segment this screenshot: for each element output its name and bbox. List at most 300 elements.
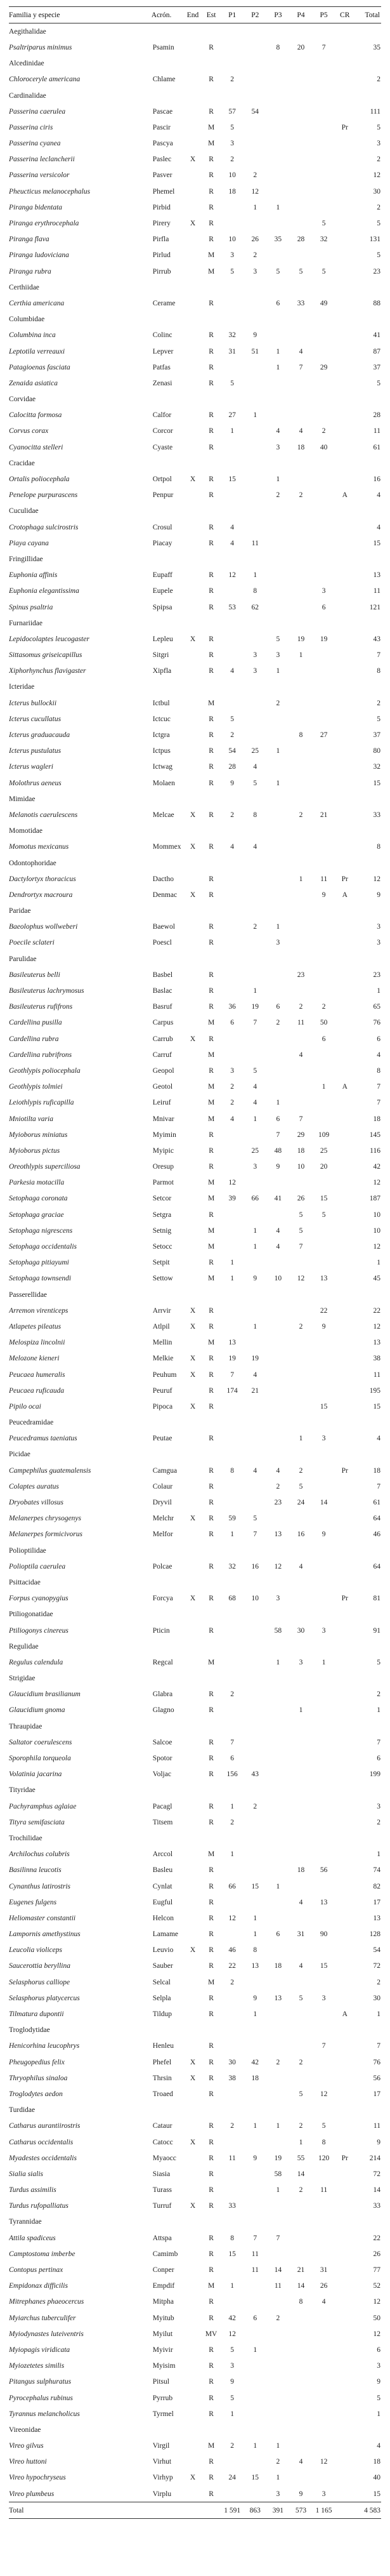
species-row <box>9 359 381 375</box>
species-row <box>9 1687 381 1703</box>
est-cell: M <box>207 1115 215 1123</box>
species-name-cell: Ortalis poliocephala <box>9 475 70 484</box>
p5-cell <box>313 663 336 679</box>
cr-cell <box>336 1271 355 1287</box>
p1-cell: 6 <box>230 1755 235 1763</box>
species-name-cell: Passerina ciris <box>9 123 53 131</box>
p5-cell: 12 <box>320 2090 328 2098</box>
cr-cell <box>336 39 355 55</box>
species-name-cell: Corvus corax <box>9 427 49 435</box>
p3-cell: 1 <box>276 923 280 931</box>
est-cell: R <box>209 299 214 307</box>
p5-cell <box>313 1383 336 1398</box>
species-row <box>9 2230 381 2246</box>
species-name-cell: Zenaida asiatica <box>9 379 58 387</box>
p2-cell: 7 <box>253 1530 257 1539</box>
cr-cell <box>336 232 355 248</box>
grand-total-label: Total <box>9 2502 152 2519</box>
est-cell: R <box>209 523 214 531</box>
end-cell <box>185 1862 202 1878</box>
acronym-cell: Parmot <box>152 1179 174 1187</box>
p5-cell: 11 <box>320 875 328 883</box>
species-row <box>9 1511 381 1527</box>
est-cell: R <box>209 587 214 595</box>
cr-cell <box>336 1127 355 1143</box>
p1-cell <box>221 2486 244 2502</box>
p2-cell <box>244 1862 267 1878</box>
end-cell <box>185 1974 202 1990</box>
species-row <box>9 1175 381 1191</box>
p5-cell: 109 <box>318 1131 330 1139</box>
p1-cell: 9 <box>230 2378 235 2386</box>
est-cell: R <box>209 2394 214 2402</box>
p3-cell <box>267 887 290 903</box>
cr-cell: Pr <box>341 123 348 131</box>
est-cell: MV <box>205 2330 218 2338</box>
p2-cell <box>244 295 267 311</box>
end-cell <box>185 39 202 55</box>
p1-cell: 30 <box>228 2058 236 2066</box>
species-row <box>9 2070 381 2086</box>
cr-cell <box>336 1431 355 1447</box>
species-row <box>9 1894 381 1910</box>
species-name-cell: Turdus assimilis <box>9 2186 56 2194</box>
p3-cell <box>267 1175 290 1191</box>
total-cell: 10 <box>373 1226 380 1235</box>
acronym-cell: Dactho <box>152 875 174 883</box>
p4-cell: 8 <box>299 2298 303 2306</box>
p3-cell <box>267 1798 290 1814</box>
end-cell: X <box>190 220 196 228</box>
p3-cell <box>267 1031 290 1047</box>
p5-cell <box>313 1847 336 1862</box>
p4-cell: 26 <box>297 1195 305 1203</box>
total-cell: 41 <box>373 331 380 340</box>
p5-cell <box>313 1463 336 1478</box>
total-cell: 199 <box>369 1770 380 1779</box>
p3-cell: 7 <box>276 1131 280 1139</box>
p1-cell <box>221 1703 244 1718</box>
species-row <box>9 1303 381 1318</box>
p3-cell: 1 <box>276 2122 280 2130</box>
p3-cell <box>267 1687 290 1703</box>
species-row <box>9 1463 381 1478</box>
p2-cell: 2 <box>253 171 257 180</box>
end-cell <box>185 2118 202 2134</box>
p1-cell: 38 <box>228 2074 236 2082</box>
p5-cell <box>313 711 336 727</box>
est-cell: R <box>209 1371 214 1379</box>
p2-cell: 1 <box>253 1322 257 1331</box>
header-row <box>9 7 381 23</box>
species-name-cell: Turdus rufopalliatus <box>9 2202 68 2210</box>
est-cell: R <box>209 2298 214 2306</box>
p5-cell <box>313 2070 336 2086</box>
est-cell: M <box>207 1195 215 1203</box>
end-cell <box>185 1079 202 1095</box>
acronym-cell: Henleu <box>152 2042 174 2050</box>
species-name-cell: Volatinia jacarina <box>9 1770 62 1779</box>
est-cell: R <box>209 2490 214 2498</box>
p1-cell: 3 <box>230 1066 235 1075</box>
p2-cell: 2 <box>253 1802 257 1810</box>
cr-cell: A <box>342 2010 348 2019</box>
species-row <box>9 599 381 615</box>
family-name: Picidae <box>9 1451 30 1459</box>
cr-cell <box>336 1238 355 1254</box>
end-cell: X <box>190 1402 196 1411</box>
acronym-cell: Basruf <box>152 1003 172 1011</box>
p3-cell <box>267 2326 290 2342</box>
cr-cell <box>336 1223 355 1238</box>
family-name: Paridae <box>9 907 31 915</box>
family-row <box>9 1415 381 1431</box>
acronym-cell: Pascya <box>152 140 173 148</box>
est-cell: R <box>209 2154 214 2162</box>
est-cell: M <box>207 1019 215 1027</box>
p4-cell <box>290 1687 313 1703</box>
p1-cell <box>221 1478 244 1494</box>
species-name-cell: Molothrus aeneus <box>9 779 62 787</box>
est-cell: R <box>209 347 214 355</box>
p1-cell <box>221 359 244 375</box>
p4-cell: 14 <box>297 2170 305 2178</box>
species-name-cell: Columbina inca <box>9 331 56 340</box>
species-row <box>9 727 381 743</box>
col-est: Est <box>202 7 221 23</box>
end-cell <box>185 2342 202 2358</box>
p4-cell: 7 <box>299 363 303 371</box>
p4-cell: 14 <box>297 2282 305 2290</box>
acronym-cell: Colinc <box>152 331 172 340</box>
acronym-cell: Tyrmel <box>152 2410 174 2418</box>
est-cell: R <box>209 1882 214 1890</box>
p2-cell: 62 <box>251 603 259 611</box>
species-name-cell: Melanerpes chrysogenys <box>9 1515 82 1523</box>
p2-cell <box>244 2486 267 2502</box>
p5-cell: 31 <box>320 2266 328 2274</box>
p2-cell: 19 <box>251 1003 259 1011</box>
p5-cell: 90 <box>320 1930 328 1939</box>
est-cell: M <box>207 2442 215 2450</box>
cr-cell <box>336 1990 355 2006</box>
species-row <box>9 1558 381 1574</box>
family-row <box>9 551 381 567</box>
p3-cell: 11 <box>274 2282 282 2290</box>
col-cr: CR <box>336 7 355 23</box>
p3-cell <box>267 152 290 168</box>
p4-cell: 1 <box>299 875 303 883</box>
p1-cell: 46 <box>228 1946 236 1955</box>
family-name: Fringillidae <box>9 555 43 563</box>
p3-cell: 4 <box>276 1226 280 1235</box>
cr-cell <box>336 2246 355 2262</box>
col-acronimo: Acrón. <box>152 7 185 23</box>
cr-cell <box>336 935 355 951</box>
family-name: Peucedramidae <box>9 1419 54 1427</box>
p1-cell <box>221 2294 244 2310</box>
total-cell: 42 <box>373 1163 380 1171</box>
cr-cell <box>336 1207 355 1223</box>
species-name-cell: Peucaea humeralis <box>9 1371 65 1379</box>
end-cell: X <box>190 2058 196 2066</box>
p1-cell: 7 <box>230 1738 235 1746</box>
p1-cell: 5 <box>230 2394 235 2402</box>
acronym-cell: Dryvil <box>152 1499 172 1507</box>
species-name-cell: Penelope purpurascens <box>9 491 78 500</box>
p2-cell <box>244 2198 267 2214</box>
cr-cell <box>336 1734 355 1750</box>
total-cell: 145 <box>369 1131 380 1139</box>
est-cell: R <box>209 1146 214 1155</box>
cr-cell <box>336 2454 355 2470</box>
family-name: Ptiliogonatidae <box>9 1610 53 1619</box>
species-name-cell: Poecile sclateri <box>9 939 55 947</box>
species-row <box>9 2406 381 2422</box>
p5-cell: 20 <box>320 1163 328 1171</box>
p2-cell <box>244 711 267 727</box>
acronym-cell: Turass <box>152 2186 172 2194</box>
p5-cell <box>313 1175 336 1191</box>
p4-cell <box>290 1095 313 1111</box>
p2-cell <box>244 119 267 135</box>
acronym-cell: Arccol <box>152 1850 173 1859</box>
species-row <box>9 807 381 823</box>
species-name-cell: Piranga bidentata <box>9 203 63 211</box>
family-row <box>9 1574 381 1590</box>
est-cell: R <box>209 2314 214 2322</box>
species-name-cell: Melozone kieneri <box>9 1355 60 1363</box>
end-cell <box>185 2438 202 2454</box>
est-cell: M <box>207 1339 215 1347</box>
acronym-cell: Forcya <box>152 1595 173 1603</box>
p1-cell: 3 <box>230 251 235 260</box>
family-name: Tityridae <box>9 1786 36 1795</box>
p3-cell <box>267 2198 290 2214</box>
p4-cell <box>290 2438 313 2454</box>
est-cell: R <box>209 2042 214 2050</box>
est-cell: R <box>209 571 214 580</box>
acronym-cell: Thrsin <box>152 2074 172 2082</box>
end-cell <box>185 2486 202 2502</box>
total-cell: 26 <box>373 2250 380 2258</box>
species-row <box>9 1431 381 1447</box>
p1-cell: 4 <box>230 667 235 675</box>
family-row <box>9 1638 381 1654</box>
p1-cell: 39 <box>228 1195 236 1203</box>
p5-cell <box>313 1798 336 1814</box>
p1-cell <box>221 2454 244 2470</box>
species-name-cell: Certhia americana <box>9 299 65 307</box>
p4-cell <box>290 136 313 152</box>
est-cell: M <box>207 267 215 276</box>
species-row <box>9 1878 381 1894</box>
species-row <box>9 1623 381 1638</box>
footer-end-cell <box>185 2502 202 2519</box>
cr-cell <box>336 1910 355 1926</box>
species-name-cell: Sialia sialis <box>9 2170 43 2178</box>
p5-cell: 5 <box>322 2122 326 2130</box>
total-cell: 3 <box>377 923 380 931</box>
p3-cell: 35 <box>274 236 282 244</box>
p5-cell <box>313 1367 336 1383</box>
acronym-cell: Myimin <box>152 1131 176 1139</box>
species-row <box>9 1351 381 1367</box>
end-cell <box>185 599 202 615</box>
end-cell <box>185 1847 202 1862</box>
species-row <box>9 72 381 88</box>
p5-cell: 32 <box>320 236 328 244</box>
species-row <box>9 1494 381 1510</box>
species-name-cell: Tyrannus melancholicus <box>9 2410 80 2418</box>
species-row <box>9 2150 381 2166</box>
species-row <box>9 1591 381 1607</box>
p1-cell: 2 <box>230 156 235 164</box>
total-cell: 52 <box>373 2282 380 2290</box>
est-cell: R <box>209 475 214 484</box>
total-cell: 3 <box>377 1802 380 1810</box>
p4-cell <box>290 2406 313 2422</box>
total-cell: 7 <box>377 1083 380 1091</box>
total-cell: 12 <box>373 1243 380 1251</box>
p1-cell: 4 <box>230 843 235 851</box>
p2-cell: 51 <box>251 347 259 355</box>
p2-cell: 4 <box>253 1099 257 1107</box>
total-cell: 13 <box>373 1339 380 1347</box>
total-cell: 14 <box>373 2186 380 2194</box>
species-row <box>9 1223 381 1238</box>
species-name-cell: Dryobates villosus <box>9 1499 63 1507</box>
p3-cell <box>267 711 290 727</box>
species-name-cell: Parkesia motacilla <box>9 1179 65 1187</box>
species-name-cell: Troglodytes aedon <box>9 2090 63 2098</box>
p4-cell <box>290 168 313 183</box>
est-cell: R <box>209 1322 214 1331</box>
total-cell: 23 <box>373 267 380 276</box>
total-cell: 22 <box>373 1306 380 1315</box>
cr-cell <box>336 2054 355 2070</box>
end-cell <box>185 775 202 791</box>
cr-cell <box>336 1383 355 1398</box>
end-cell <box>185 199 202 215</box>
p1-cell <box>221 1894 244 1910</box>
p1-cell <box>221 2262 244 2278</box>
p4-cell: 7 <box>299 1115 303 1123</box>
total-cell: 11 <box>373 587 380 595</box>
cr-cell <box>336 775 355 791</box>
total-cell: 9 <box>377 2138 380 2146</box>
p1-cell: 2 <box>230 1083 235 1091</box>
p4-cell <box>290 1175 313 1191</box>
est-cell: R <box>209 220 214 228</box>
end-cell <box>185 1431 202 1447</box>
p1-cell: 1 <box>230 2282 235 2290</box>
p2-cell <box>244 631 267 647</box>
acronym-cell: Peuhum <box>152 1371 177 1379</box>
cr-cell <box>336 103 355 119</box>
species-name-cell: Eugenes fulgens <box>9 1898 57 1906</box>
p2-cell: 4 <box>253 843 257 851</box>
p3-cell <box>267 1063 290 1079</box>
total-cell: 1 <box>377 2010 380 2019</box>
est-cell: R <box>209 379 214 387</box>
p3-cell <box>267 215 290 231</box>
p3-cell <box>267 871 290 887</box>
species-name-cell: Leucolia violiceps <box>9 1946 62 1955</box>
est-cell: R <box>209 2010 214 2019</box>
p3-cell <box>267 568 290 583</box>
species-row <box>9 2086 381 2102</box>
end-cell <box>185 759 202 775</box>
acronym-cell: Virhut <box>152 2458 172 2466</box>
cr-cell <box>336 2166 355 2182</box>
footer-acr-cell <box>152 2502 185 2519</box>
p4-cell: 2 <box>299 2058 303 2066</box>
p4-cell: 19 <box>297 635 305 643</box>
p3-cell: 1 <box>276 475 280 484</box>
species-name-cell: Passerina caerulea <box>9 107 66 116</box>
end-cell <box>185 695 202 711</box>
p4-cell: 12 <box>297 1275 305 1283</box>
est-cell: R <box>209 363 214 371</box>
p1-cell: 15 <box>228 475 236 484</box>
end-cell <box>185 1111 202 1127</box>
p3-cell: 2 <box>276 1482 280 1490</box>
est-cell: R <box>209 1930 214 1939</box>
cr-cell <box>336 2198 355 2214</box>
p3-cell <box>267 2086 290 2102</box>
p2-cell <box>244 1207 267 1223</box>
cr-cell <box>336 1398 355 1414</box>
est-cell: R <box>209 811 214 819</box>
p5-cell <box>313 743 336 759</box>
species-row <box>9 1910 381 1926</box>
family-row <box>9 2214 381 2230</box>
p2-cell: 1 <box>253 1930 257 1939</box>
p3-cell <box>267 1974 290 1990</box>
p3-cell <box>267 1767 290 1783</box>
est-cell: R <box>209 2234 214 2242</box>
p4-cell <box>290 471 313 487</box>
family-name: Alcedinidae <box>9 60 44 68</box>
p2-cell <box>244 1654 267 1670</box>
est-cell: R <box>209 411 214 420</box>
p5-cell <box>313 2166 336 2182</box>
family-name: Cuculidae <box>9 507 39 515</box>
est-cell: R <box>209 1738 214 1746</box>
p5-cell: 1 <box>322 1083 326 1091</box>
end-cell <box>185 1558 202 1574</box>
p1-cell <box>221 1318 244 1334</box>
total-cell: 11 <box>373 2122 380 2130</box>
p1-cell: 12 <box>228 1914 236 1922</box>
end-cell <box>185 72 202 88</box>
acronym-cell: Pticin <box>152 1626 170 1635</box>
est-cell: R <box>209 2410 214 2418</box>
total-cell: 33 <box>373 811 380 819</box>
species-row <box>9 887 381 903</box>
col-p2: P2 <box>244 7 267 23</box>
species-name-cell: Dendrortyx macroura <box>9 891 73 899</box>
p3-cell <box>267 599 290 615</box>
species-row <box>9 343 381 359</box>
p4-cell <box>290 935 313 951</box>
total-cell: 46 <box>373 1530 380 1539</box>
p2-cell: 25 <box>251 1146 259 1155</box>
cr-cell <box>336 1063 355 1079</box>
end-cell <box>185 2150 202 2166</box>
p4-cell: 10 <box>297 1163 305 1171</box>
